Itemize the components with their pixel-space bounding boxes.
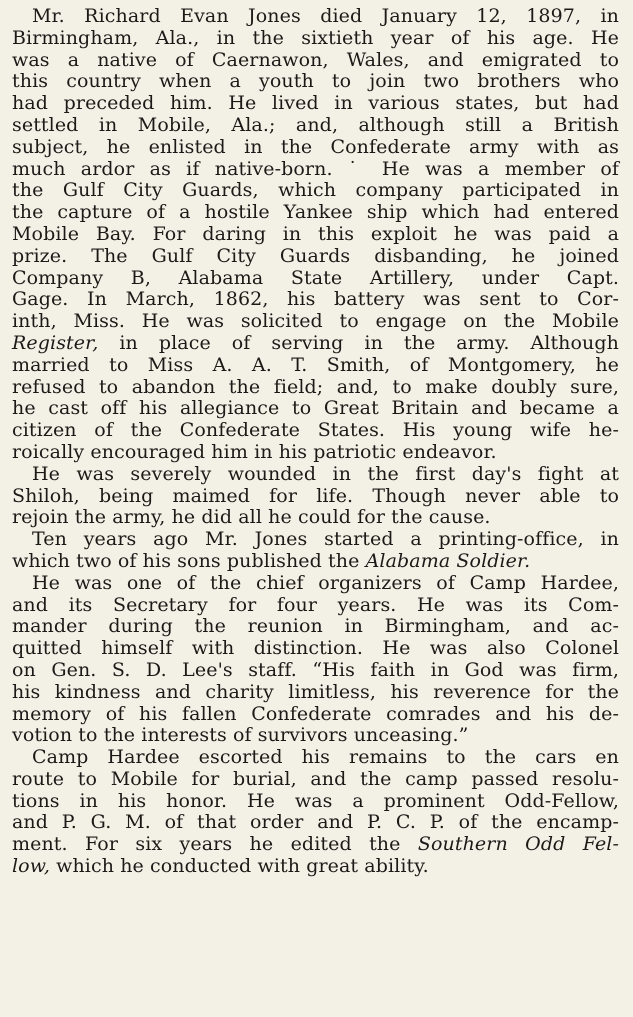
text-line: and its Secretary for four years. He was its Com-	[12, 593, 619, 616]
text-line: the Gulf City Guards, which company participated in	[12, 179, 619, 202]
text-fragment: which two of his sons published the	[12, 549, 366, 572]
text-line: Company B, Alabama State Artillery, under Capt.	[12, 266, 619, 289]
text-line: prize. The Gulf City Guards disbanding, he joined	[12, 244, 619, 267]
text-line: much ardor as if native-born. ˙ He was a member of	[12, 157, 619, 180]
paragraph-3	[12, 529, 619, 573]
text-line: votion to the interests of survivors unceasing.”	[12, 724, 469, 747]
text-line: settled in Mobile, Ala.; and, although still a British	[12, 113, 619, 136]
text-line: Shiloh, being maimed for life. Though never able to	[12, 484, 619, 507]
text-line	[12, 856, 619, 878]
text-line: Mr. Richard Evan Jones died January 12, 1897, in	[32, 5, 619, 27]
text-fragment: in place of serving in the army. Although	[98, 331, 619, 354]
paragraph-5	[12, 747, 619, 878]
italic-register: Register,	[12, 331, 99, 354]
text-line: refused to abandon the field; and, to make doubly sure,	[12, 375, 619, 398]
text-line: this country when a youth to join two brothers who	[12, 70, 619, 93]
paragraph-4	[12, 573, 619, 747]
text-fragment: which he conducted with great ability.	[49, 855, 429, 878]
text-line: Camp Hardee escorted his remains to the cars en	[32, 746, 619, 769]
text-line: He was one of the chief organizers of Camp Hardee,	[32, 571, 619, 594]
text-line: tions in his honor. He was a prominent Odd-Fellow,	[12, 789, 619, 812]
text-line: route to Mobile for burial, and the camp passed resolu-	[12, 767, 619, 790]
text-line: on Gen. S. D. Lee's staff. “His faith in God was firm,	[12, 658, 619, 681]
text-line: married to Miss A. A. T. Smith, of Montgomery, he	[12, 353, 619, 376]
text-line: inth, Miss. He was solicited to engage on the Mobile	[12, 310, 619, 333]
italic-alabama-soldier: Alabama Soldier.	[365, 549, 531, 572]
text-line: citizen of the Confederate States. His young wife he-	[12, 419, 619, 442]
text-line: quitted himself with distinction. He was also Colonel	[12, 637, 619, 660]
text-line: he cast off his allegiance to Great Britain and became a	[12, 397, 619, 420]
text-line	[12, 333, 619, 355]
italic-low: low,	[12, 855, 50, 878]
text-line: Ten years ago Mr. Jones started a printing-office, in	[32, 528, 619, 551]
text-fragment: ment. For six years he edited the	[12, 833, 418, 856]
text-line: and P. G. M. of that order and P. C. P. of the encamp-	[12, 811, 619, 834]
text-line: mander during the reunion in Birmingham, and ac-	[12, 615, 619, 638]
italic-southern-odd-fellow: Southern Odd Fel-	[417, 833, 619, 856]
text-line: memory of his fallen Confederate comrades and his de-	[12, 702, 619, 725]
text-line: was a native of Caernawon, Wales, and emigrated to	[12, 48, 619, 71]
text-line: Birmingham, Ala., in the sixtieth year of his age. He	[12, 26, 619, 49]
text-line: his kindness and charity limitless, his reverence for the	[12, 680, 619, 703]
text-line: Gage. In March, 1862, his battery was sent to Cor-	[12, 288, 619, 311]
text-line	[12, 834, 619, 856]
text-line: subject, he enlisted in the Confederate army with as	[12, 135, 619, 158]
text-line: the capture of a hostile Yankee ship which had entered	[12, 201, 619, 224]
text-line: Mobile Bay. For daring in this exploit he was paid a	[12, 222, 619, 245]
text-line: had preceded him. He lived in various states, but had	[12, 92, 619, 115]
paragraph-1	[12, 6, 619, 464]
text-line: rejoin the army, he did all he could for the cause.	[12, 506, 491, 529]
text-line: He was severely wounded in the first day's fight at	[32, 462, 619, 485]
text-line: roically encouraged him in his patriotic endeavor.	[12, 440, 497, 463]
text-line	[12, 551, 619, 573]
paragraph-2	[12, 464, 619, 529]
